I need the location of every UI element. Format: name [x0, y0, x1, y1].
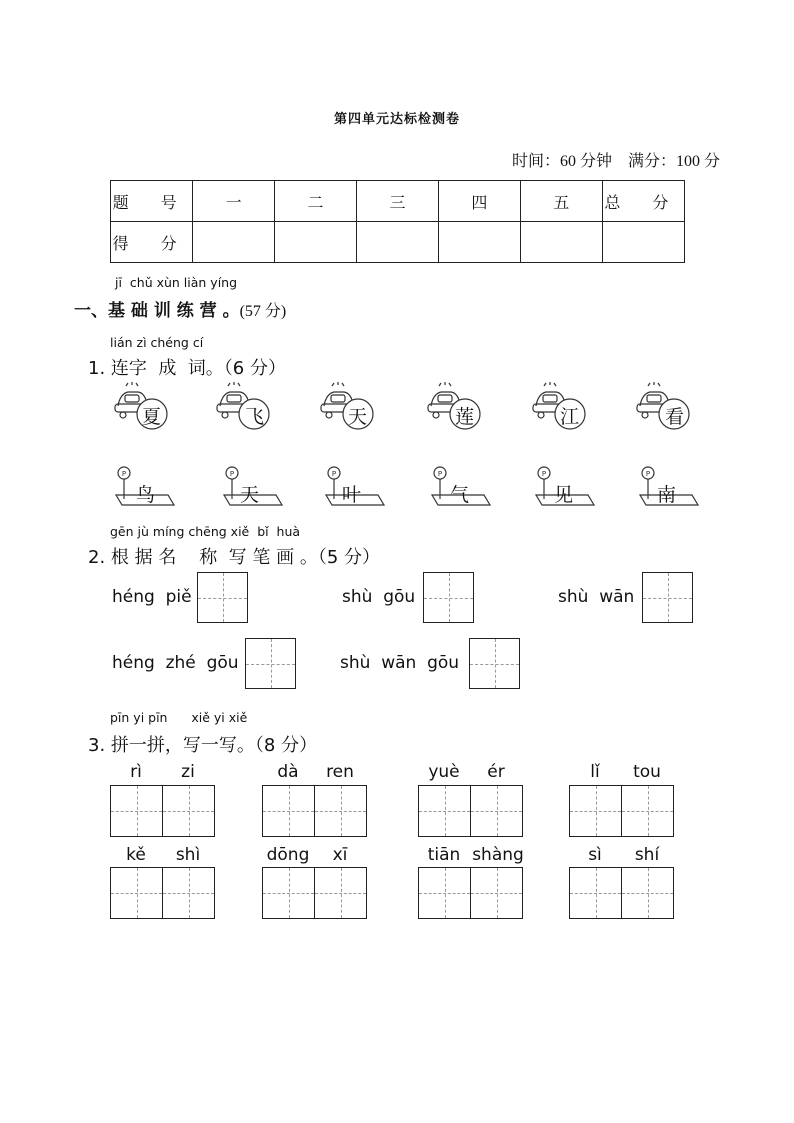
q1-bottom-char: 叶	[342, 484, 362, 506]
syllable: dà	[277, 762, 299, 782]
svg-text:P: P	[229, 470, 235, 478]
writing-box[interactable]	[569, 867, 622, 919]
writing-box[interactable]	[423, 572, 474, 623]
q1-bottom-char: 鸟	[136, 484, 156, 506]
header-col-3: 三	[357, 181, 439, 222]
header-col-1: 一	[193, 181, 275, 222]
syllable: lǐ	[590, 762, 600, 782]
syllable: kě	[126, 845, 146, 865]
car-icon	[634, 382, 694, 432]
q1-top-char: 看	[665, 406, 685, 428]
syllable: tiān	[427, 845, 461, 865]
header-label-cell: 题 号	[111, 181, 193, 222]
section1-points: (57 分)	[239, 303, 287, 320]
score-cell-4[interactable]	[438, 222, 520, 263]
syllable: ren	[326, 762, 354, 782]
syllable: sì	[588, 845, 602, 865]
score-table-header-row	[111, 181, 685, 222]
writing-box[interactable]	[418, 785, 471, 837]
writing-box[interactable]	[469, 638, 520, 689]
q1-bottom-char: 见	[554, 484, 574, 506]
score-cell-5[interactable]	[520, 222, 602, 263]
writing-box[interactable]	[621, 867, 674, 919]
writing-box[interactable]	[418, 867, 471, 919]
syllable: yuè	[428, 762, 460, 782]
section1-pinyin: jī chǔ xùn liàn yíng	[115, 275, 238, 290]
syllable: shàng	[472, 845, 524, 865]
syllable: zi	[181, 762, 195, 782]
header-col-5: 五	[520, 181, 602, 222]
writing-box[interactable]	[621, 785, 674, 837]
syllable: rì	[130, 762, 142, 782]
syllable: dōng	[266, 845, 310, 865]
writing-box[interactable]	[162, 867, 215, 919]
header-col-4: 四	[438, 181, 520, 222]
syllable: shí	[634, 845, 660, 865]
q2-title: 2. 根 据 名 称 写 笔 画 。（5 分）	[88, 547, 381, 568]
svg-text:P: P	[121, 470, 127, 478]
stroke-label: shù wān gōu	[340, 653, 460, 673]
syllable: shì	[175, 845, 201, 865]
writing-box[interactable]	[470, 785, 523, 837]
q2-pinyin: gēn jù míng chēng xiě bǐ huà	[110, 524, 301, 539]
stroke-label: héng zhé gōu	[112, 653, 239, 673]
q3-pinyin: pīn yi pīn xiě yi xiě	[110, 710, 248, 725]
score-cell-2[interactable]	[275, 222, 357, 263]
writing-box[interactable]	[569, 785, 622, 837]
score-cell-3[interactable]	[357, 222, 439, 263]
writing-box[interactable]	[262, 785, 315, 837]
section1-heading	[74, 296, 286, 321]
score-cell-total[interactable]	[602, 222, 684, 263]
writing-box[interactable]	[314, 867, 367, 919]
q1-bottom-char: 气	[450, 484, 470, 506]
score-label-cell: 得 分	[111, 222, 193, 263]
q1-top-char: 天	[348, 406, 368, 428]
svg-text:P: P	[645, 470, 651, 478]
time-info: 时间：60 分钟 满分：100 分	[511, 153, 720, 170]
writing-box[interactable]	[245, 638, 296, 689]
header-col-2: 二	[275, 181, 357, 222]
q1-top-char: 飞	[245, 406, 265, 428]
stroke-label: shù wān	[558, 587, 635, 607]
car-icon	[214, 382, 274, 432]
q1-bottom-char: 天	[240, 484, 260, 506]
writing-box[interactable]	[314, 785, 367, 837]
writing-box[interactable]	[262, 867, 315, 919]
stroke-label: héng piě	[112, 587, 192, 607]
syllable: tou	[633, 762, 661, 782]
svg-text:P: P	[541, 470, 547, 478]
q1-top-char: 江	[560, 406, 580, 428]
svg-text:P: P	[437, 470, 443, 478]
writing-box[interactable]	[110, 785, 163, 837]
writing-box[interactable]	[197, 572, 248, 623]
writing-box[interactable]	[470, 867, 523, 919]
q1-pinyin: lián zì chéng cí	[110, 335, 204, 350]
svg-text:P: P	[331, 470, 337, 478]
score-table	[110, 180, 685, 263]
writing-box[interactable]	[110, 867, 163, 919]
header-col-total: 总 分	[602, 181, 684, 222]
score-cell-1[interactable]	[193, 222, 275, 263]
q1-bottom-char: 南	[657, 484, 677, 506]
stroke-label: shù gōu	[342, 587, 416, 607]
syllable: xī	[332, 845, 348, 865]
q1-top-char: 莲	[455, 406, 475, 428]
q1-title: 1. 连字 成 词。（6 分）	[88, 358, 286, 379]
q3-title: 3. 拼一拼，写一写。（8 分）	[88, 735, 318, 756]
score-table-score-row	[111, 222, 685, 263]
q1-top-char: 夏	[142, 406, 162, 428]
page-title: 第四单元达标检测卷	[333, 112, 460, 127]
writing-box[interactable]	[642, 572, 693, 623]
syllable: ér	[487, 762, 505, 782]
writing-box[interactable]	[162, 785, 215, 837]
section1-label: 一、基 础 训 练 营 。	[74, 301, 240, 321]
